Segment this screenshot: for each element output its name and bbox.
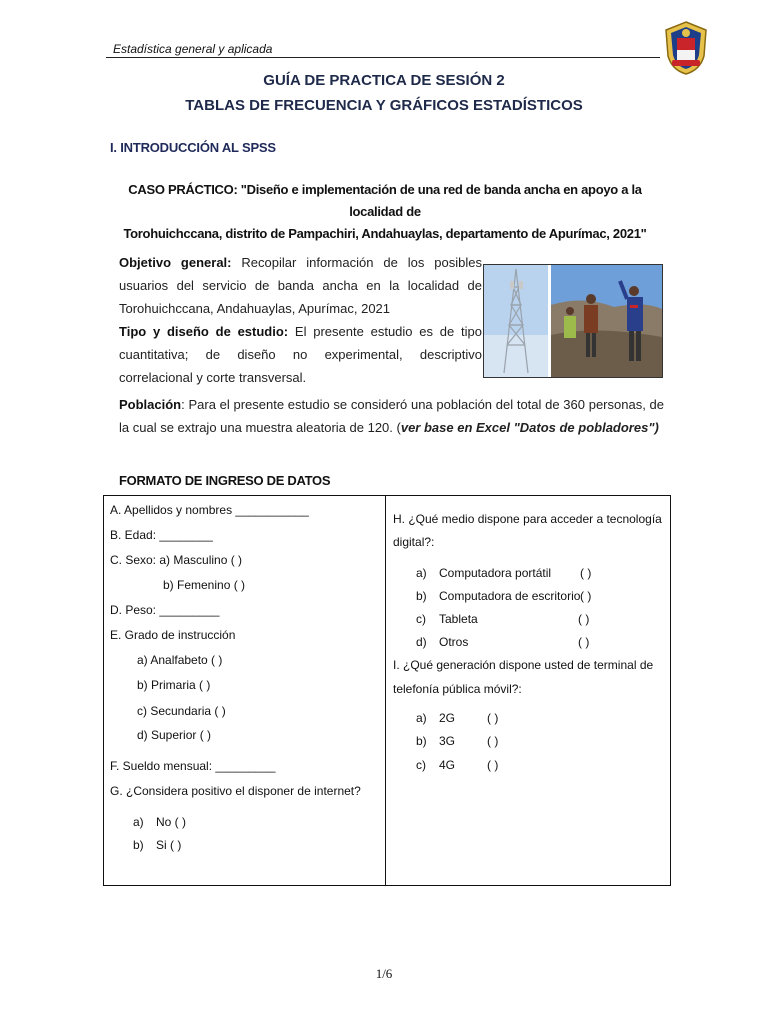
tech-option-letter: b) [416, 589, 427, 603]
tech-option: Tableta [439, 612, 478, 626]
data-entry-format-title: FORMATO DE INGRESO DE DATOS [119, 473, 331, 488]
objective-label: Objetivo general: [119, 255, 232, 270]
population-paragraph [119, 393, 664, 439]
tech-option-mark: ( ) [580, 589, 592, 603]
guide-title: GUÍA DE PRACTICA DE SESIÓN 2 [263, 72, 505, 89]
tech-option: Computadora portátil [439, 566, 552, 580]
generation-option: 2G [439, 711, 456, 725]
field-internet-question: G. ¿Considera positivo el disponer de internet? [110, 784, 361, 798]
generation-option-letter: c) [416, 758, 426, 772]
field-sex-male: C. Sexo: a) Masculino ( ) [110, 553, 243, 567]
internet-option: Si ( ) [156, 838, 182, 852]
objective-text: Recopilar información de los posibles usuarios del servicio de banda ancha en la localidad de Torohuichccana, Andahuaylas, Apurímac, 2021 [119, 255, 482, 316]
generation-option-mark: ( ) [487, 758, 499, 772]
internet-option-letter: a) [133, 815, 144, 829]
case-title-line1: "Diseño e implementación de una red de banda ancha en apoyo a la localidad de [240, 182, 642, 219]
tech-option-mark: ( ) [578, 635, 590, 649]
field-weight: D. Peso: _________ [110, 603, 220, 617]
university-crest-icon [662, 20, 710, 76]
field-age: B. Edad: ________ [110, 528, 213, 542]
population-label: Población [119, 397, 182, 412]
field-sex-female: b) Femenino ( ) [163, 578, 246, 592]
tech-option-letter: a) [416, 566, 427, 580]
tech-option-mark: ( ) [580, 566, 592, 580]
field-education: E. Grado de instrucción [110, 628, 236, 642]
tech-option: Otros [439, 635, 469, 649]
field-technology-question-cont: digital?: [393, 535, 435, 549]
objective-block [119, 251, 482, 389]
case-title-line2: Torohuichccana, distrito de Pampachiri, Andahuaylas, departamento de Apurímac, 2021" [123, 226, 647, 241]
generation-option-mark: ( ) [487, 734, 499, 748]
study-type-text: El presente estudio es de tipo cuantitativa; de diseño no experimental, descriptivo correlacional y corte transversal. [119, 324, 482, 385]
page-number: 1/6 [375, 966, 393, 981]
education-option: a) Analfabeto ( ) [137, 653, 223, 667]
population-text: : Para el presente estudio se consideró una población del total de 360 personas, de la cual se extrajo una muestra aleatoria de 120. ( [119, 397, 664, 435]
section-heading: I. INTRODUCCIÓN AL SPSS [110, 140, 276, 155]
form-column-divider [385, 495, 386, 886]
tech-option-letter: c) [416, 612, 426, 626]
internet-option-letter: b) [133, 838, 144, 852]
tech-option-letter: d) [416, 635, 427, 649]
tech-option-mark: ( ) [578, 612, 590, 626]
generation-option: 3G [439, 734, 456, 748]
course-header: Estadística general y aplicada [113, 42, 273, 56]
header-divider [106, 57, 660, 58]
field-technology-question: H. ¿Qué medio dispone para acceder a tecnología [393, 512, 662, 526]
field-name: A. Apellidos y nombres ___________ [110, 503, 309, 517]
field-generation-question-cont: telefonía pública móvil?: [393, 682, 522, 696]
excel-reference: ver base en Excel "Datos de pobladores") [400, 420, 659, 435]
generation-option-letter: b) [416, 734, 427, 748]
case-label: CASO PRÁCTICO: [128, 182, 238, 197]
case-study [115, 179, 655, 245]
internet-option: No ( ) [156, 815, 186, 829]
guide-subtitle: TABLAS DE FRECUENCIA Y GRÁFICOS ESTADÍSTICOS [185, 97, 583, 114]
antenna-and-villagers-photo [483, 264, 663, 378]
field-salary: F. Sueldo mensual: _________ [110, 759, 276, 773]
tech-option: Computadora de escritorio [439, 589, 581, 603]
generation-option-mark: ( ) [487, 711, 499, 725]
education-option: c) Secundaria ( ) [137, 704, 226, 718]
education-option: b) Primaria ( ) [137, 678, 211, 692]
generation-option-letter: a) [416, 711, 427, 725]
generation-option: 4G [439, 758, 456, 772]
study-type-label: Tipo y diseño de estudio: [119, 324, 289, 339]
education-option: d) Superior ( ) [137, 728, 212, 742]
field-generation-question: I. ¿Qué generación dispone usted de terminal de [393, 658, 654, 672]
